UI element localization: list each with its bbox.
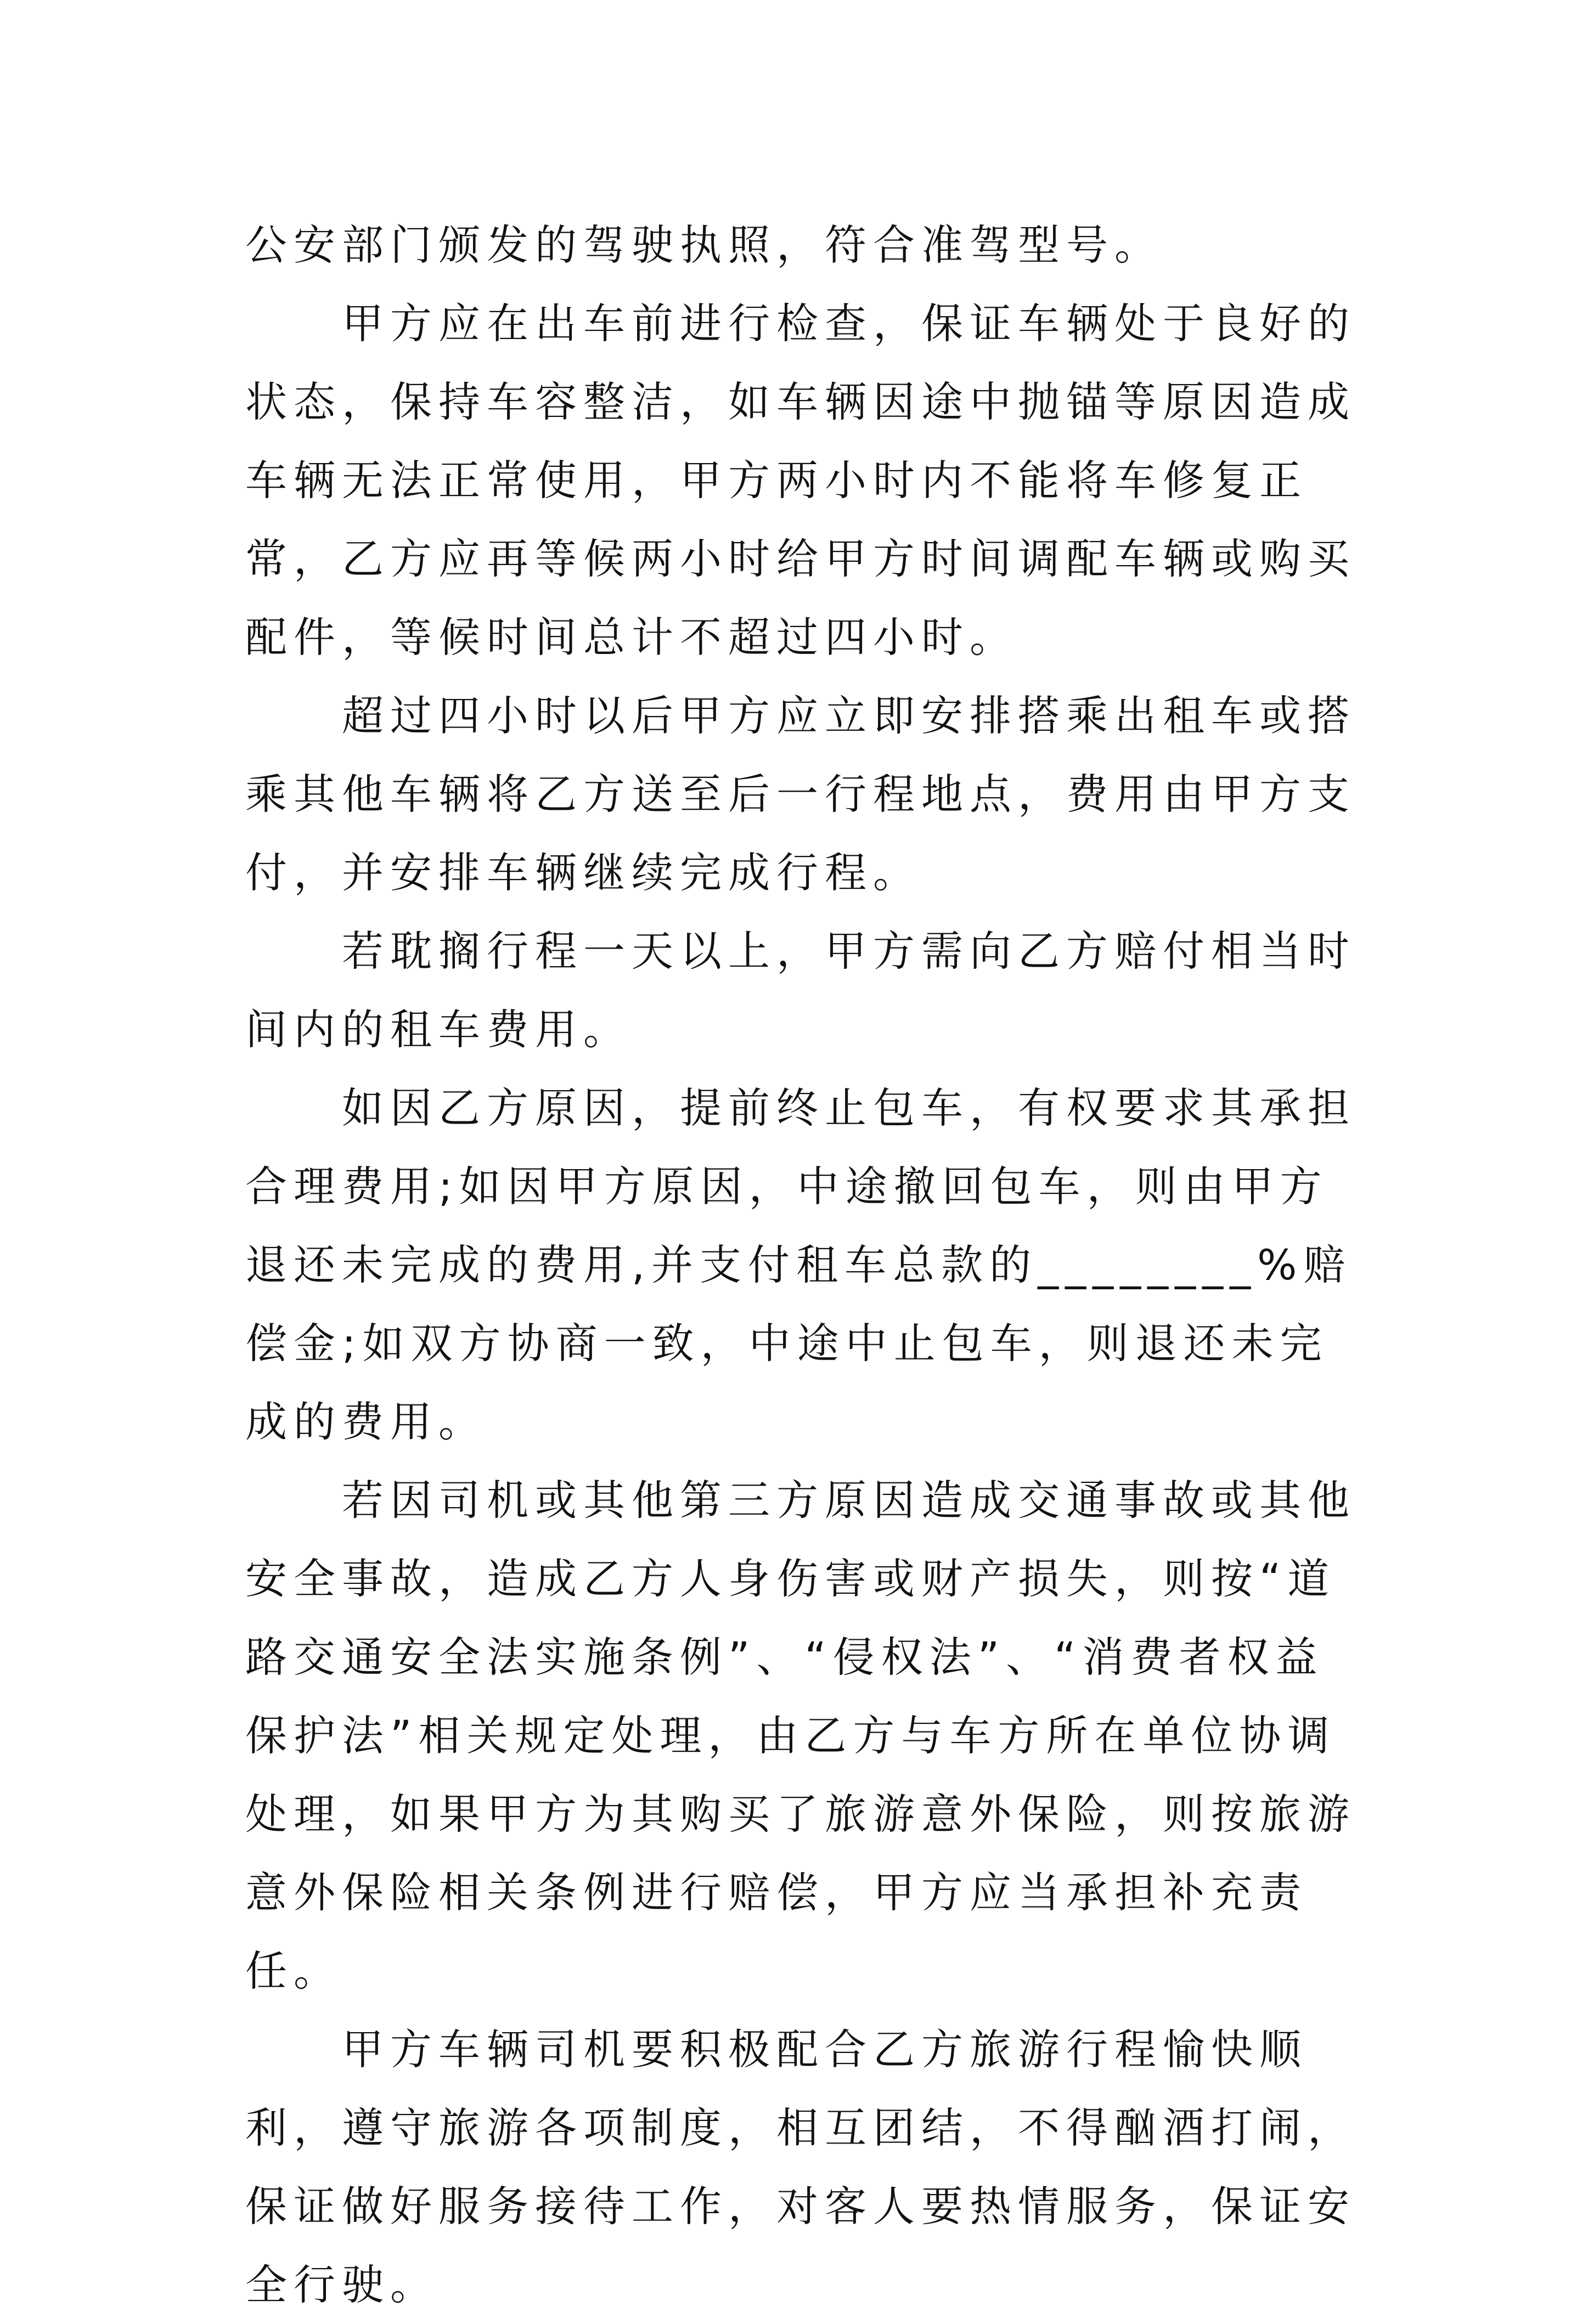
- paragraph-5: 如因乙方原因，提前终止包车，有权要求其承担合理费用;如因甲方原因，中途撤回包车，则由甲方退还未完成的费用,并支付租车总款的________%赔偿金;如双方协商一致，中途中止包车，则退还未完成的费用。: [245, 1084, 1356, 1446]
- paragraph-2: 甲方应在出车前进行检查，保证车辆处于良好的状态，保持车容整洁，如车辆因途中抛锚等原因造成车辆无法正常使用，甲方两小时内不能将车修复正常，乙方应再等候两小时给甲方时间调配车辆或购买配件，等候时间总计不超过四小时。: [245, 299, 1356, 662]
- paragraph-6: 若因司机或其他第三方原因造成交通事故或其他安全事故，造成乙方人身伤害或财产损失，则按“道路交通安全法实施条例”、“侵权法”、“消费者权益保护法”相关规定处理，由乙方与车方所在单位协调处理，如果甲方为其购买了旅游意外保险，则按旅游意外保险相关条例进行赔偿，甲方应当承担补充责任。: [245, 1476, 1356, 1995]
- paragraph-1: 公安部门颁发的驾驶执照，符合准驾型号。: [245, 221, 1163, 269]
- paragraph-4: 若耽搁行程一天以上，甲方需向乙方赔付相当时间内的租车费用。: [245, 927, 1356, 1054]
- paragraph-3: 超过四小时以后甲方应立即安排搭乘出租车或搭乘其他车辆将乙方送至后一行程地点，费用由甲方支付，并安排车辆继续完成行程。: [245, 691, 1356, 897]
- document-body: [245, 206, 1365, 2324]
- paragraph-7: 甲方车辆司机要积极配合乙方旅游行程愉快顺利，遵守旅游各项制度，相互团结，不得酗酒打闹，保证做好服务接待工作，对客人要热情服务，保证安全行驶。: [245, 2025, 1356, 2309]
